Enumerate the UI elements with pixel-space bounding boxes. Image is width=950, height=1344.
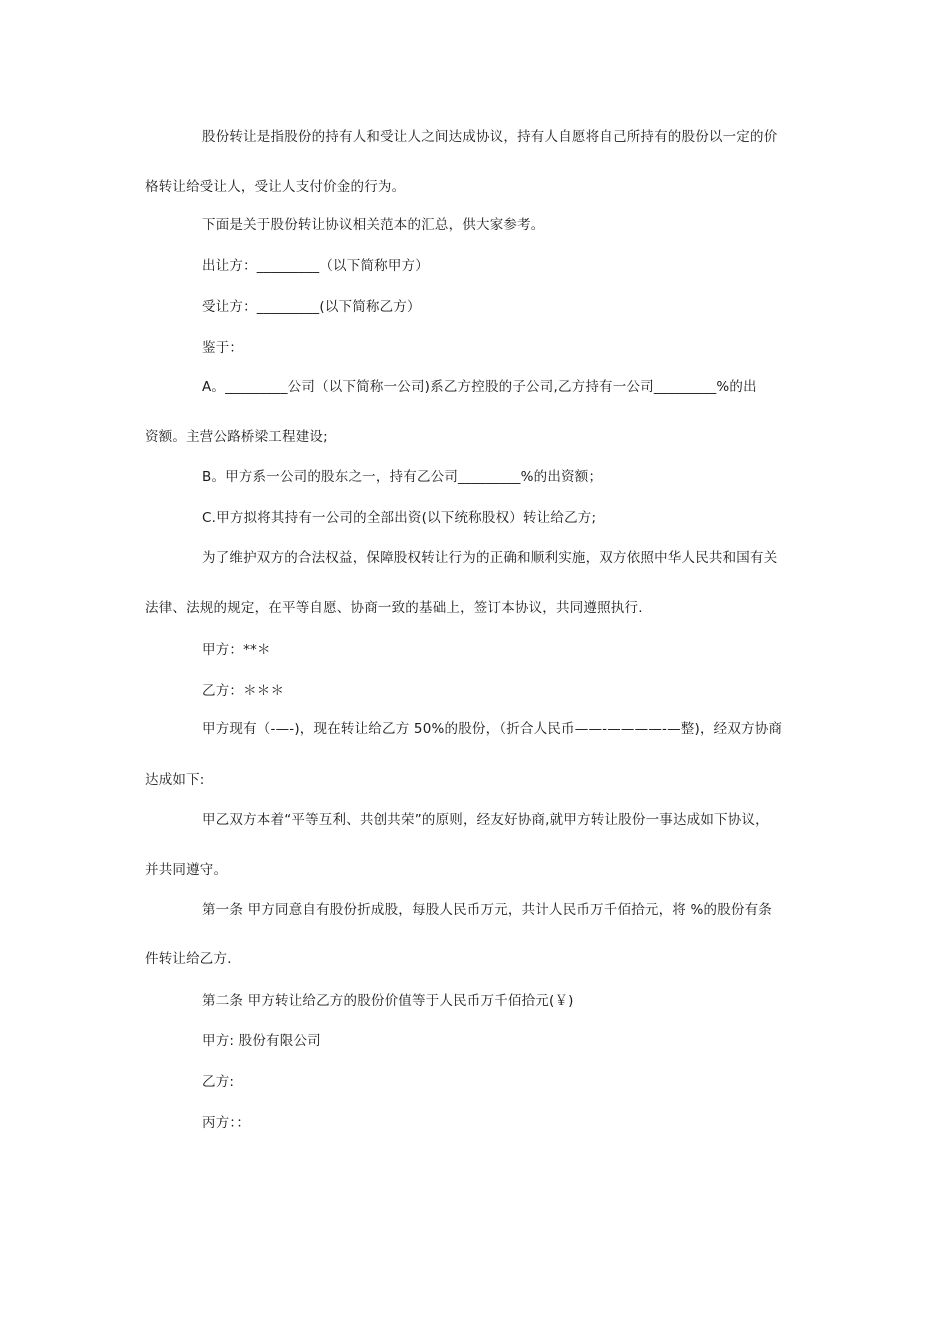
clause-a-line-1: A。_________公司（以下简称一公司)系乙方控股的子公司,乙方持有一公司_________%的出 [202,379,757,395]
clause-b: B。甲方系一公司的股东之一，持有乙公司_________%的出资额； [202,469,603,485]
signature-party-c: 丙方：： [202,1115,251,1131]
clause-a-line-2: 资额。主营公路桥梁工程建设; [145,429,328,445]
article-one-line-2: 件转让给乙方. [145,951,232,967]
purpose-line-2: 法律、法规的规定，在平等自愿、协商一致的基础上，签订本协议，共同遵照执行. [145,600,643,616]
transferee-line: 受让方：_________(以下简称乙方） [202,299,421,315]
principle-line-1: 甲乙双方本着“平等互利、共创共荣”的原则，经友好协商,就甲方转让股份一事达成如下协议， [202,812,769,828]
purpose-line-1: 为了维护双方的合法权益，保障股权转让行为的正确和顺利实施，双方依照中华人民共和国有关 [202,550,778,566]
signature-party-a: 甲方: 股份有限公司 [202,1033,321,1049]
article-two-line: 第二条 甲方转让给乙方的股份价值等于人民币万千佰拾元(￥) [202,993,574,1009]
holding-line-1: 甲方现有（-—-)，现在转让给乙方 50%的股份，（折合人民币——-————-—整)，经双方协商 [202,721,783,737]
paragraph-reference: 下面是关于股份转让协议相关范本的汇总，供大家参考。 [202,217,545,233]
principle-line-2: 并共同遵守。 [145,862,228,878]
transferor-line: 出让方：_________（以下简称甲方） [202,258,429,274]
party-a-line: 甲方：**＊ [202,642,271,658]
clause-c: C.甲方拟将其持有一公司的全部出资(以下统称股权）转让给乙方; [202,510,597,526]
paragraph-intro-line-1: 股份转让是指股份的持有人和受让人之间达成协议，持有人自愿将自己所持有的股份以一定的价 [202,129,778,145]
article-one-line-1: 第一条 甲方同意自有股份折成股，每股人民币万元，共计人民币万千佰拾元，将 %的股份有条 [202,902,773,918]
signature-party-b: 乙方: [202,1074,235,1090]
paragraph-intro-line-2: 格转让给受让人，受让人支付价金的行为。 [145,179,406,195]
party-b-line: 乙方：＊＊＊ [202,683,285,699]
holding-line-2: 达成如下: [145,772,205,788]
whereas-heading: 鉴于： [202,340,244,356]
